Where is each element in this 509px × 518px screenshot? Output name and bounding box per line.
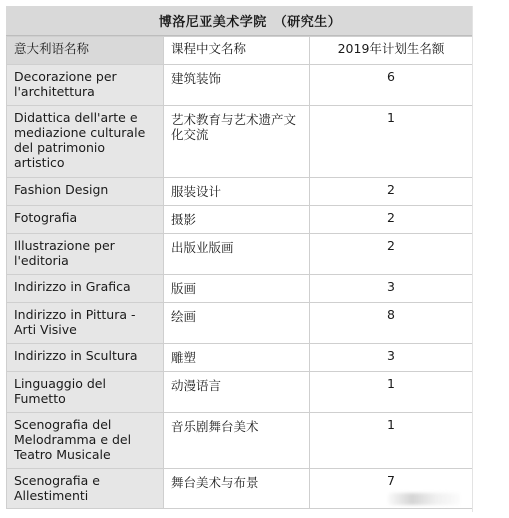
chinese-name-cell: 音乐剧舞台美术 [164, 413, 310, 469]
chinese-name-cell: 摄影 [164, 206, 310, 234]
program-table [6, 36, 473, 509]
table-row [7, 344, 473, 372]
table-row [7, 303, 473, 344]
quota-cell: 8 [310, 303, 473, 344]
italian-name-cell: Illustrazione per l'editoria [7, 234, 164, 275]
chinese-name-cell: 雕塑 [164, 344, 310, 372]
quota-cell: 2 [310, 178, 473, 206]
italian-name-cell: Fotografia [7, 206, 164, 234]
quota-cell: 1 [310, 372, 473, 413]
table-title: 博洛尼亚美术学院 （研究生） [158, 15, 342, 30]
header-italian-name: 意大利语名称 [7, 37, 164, 65]
chinese-name-cell: 绘画 [164, 303, 310, 344]
quota-cell: 1 [310, 413, 473, 469]
blurred-watermark [388, 493, 460, 505]
table-row [7, 372, 473, 413]
chinese-name-cell: 出版业版画 [164, 234, 310, 275]
table-row [7, 275, 473, 303]
quota-cell: 2 [310, 234, 473, 275]
quota-cell: 1 [310, 106, 473, 178]
table-row [7, 178, 473, 206]
header-row [7, 37, 473, 65]
quota-cell: 3 [310, 344, 473, 372]
italian-name-cell: Fashion Design [7, 178, 164, 206]
italian-name-cell: Indirizzo in Grafica [7, 275, 164, 303]
header-chinese-name: 课程中文名称 [164, 37, 310, 65]
quota-cell: 7 [310, 469, 473, 509]
table-row [7, 106, 473, 178]
italian-name-cell: Indirizzo in Scultura [7, 344, 164, 372]
quota-cell: 2 [310, 206, 473, 234]
chinese-name-cell: 服装设计 [164, 178, 310, 206]
chinese-name-cell: 建筑装饰 [164, 65, 310, 106]
italian-name-cell: Indirizzo in Pittura - Arti Visive [7, 303, 164, 344]
table-row [7, 65, 473, 106]
program-table-sheet [6, 6, 472, 512]
table-row [7, 234, 473, 275]
header-quota: 2019年计划生名额 [310, 37, 473, 65]
italian-name-cell: Linguaggio del Fumetto [7, 372, 164, 413]
table-row [7, 206, 473, 234]
table-row [7, 413, 473, 469]
italian-name-cell: Scenografia del Melodramma e del Teatro Musicale [7, 413, 164, 469]
chinese-name-cell: 舞台美术与布景 [164, 469, 310, 509]
chinese-name-cell: 动漫语言 [164, 372, 310, 413]
chinese-name-cell: 版画 [164, 275, 310, 303]
page-edge-divider [472, 6, 473, 512]
italian-name-cell: Didattica dell'arte e mediazione culturale del patrimonio artistico [7, 106, 164, 178]
quota-cell: 3 [310, 275, 473, 303]
quota-cell: 6 [310, 65, 473, 106]
chinese-name-cell: 艺术教育与艺术遗产文化交流 [164, 106, 310, 178]
italian-name-cell: Scenografia e Allestimenti [7, 469, 164, 509]
italian-name-cell: Decorazione per l'architettura [7, 65, 164, 106]
table-title-bar [6, 6, 472, 36]
